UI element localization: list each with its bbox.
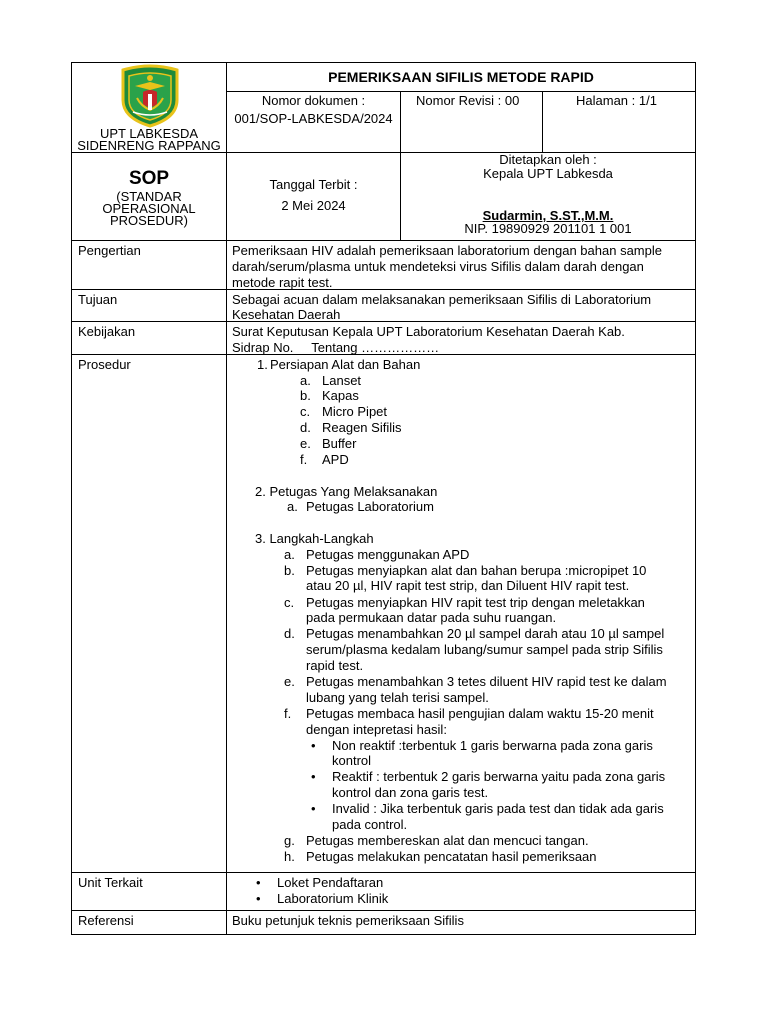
list-item: Kapas [322,388,359,403]
pengertian-line: Pemeriksaan HIV adalah pemeriksaan laboratorium dengan bahan sample [232,243,662,258]
list-item: Petugas menggunakan APD [306,547,470,562]
approved-by-line1: Ditetapkan oleh : [499,152,597,167]
list-item: serum/plasma kedalam lubang/sumur sampel pada strip Sifilis [306,642,663,657]
list-item: Micro Pipet [322,404,388,419]
list-item: APD [322,452,349,467]
table-border-top [71,62,696,63]
bullet-item: Reaktif : terbentuk 2 garis berwarna yaitu pada zona garis [332,769,666,784]
list-marker: d. [284,626,295,641]
list-item: Buffer [322,436,357,451]
table-border-bottom [71,934,696,935]
pengertian-line: darah/serum/plasma untuk mendeteksi virus Sifilis dalam darah dengan [232,259,644,274]
list-item: pada permukaan datar pada suhu ruangan. [306,610,557,625]
header-rule-3 [71,240,696,241]
list-marker: a. [287,499,298,514]
list-item: Petugas menyiapkan HIV rapit test trip dengan meletakkan [306,595,645,610]
bullet-item: kontrol [332,753,372,768]
signer-nip: NIP. 19890929 201101 1 001 [464,221,632,236]
list-item: rapid test. [306,658,364,673]
section2-title: 2. Petugas Yang Melaksanakan [255,484,438,499]
row-rule-unit [71,872,696,873]
section1-title: Persiapan Alat dan Bahan [270,357,421,372]
row-rule-referensi [71,910,696,911]
bullet-icon: • [256,875,261,890]
tujuan-line: Sebagai acuan dalam melaksanakan pemeriksaan Sifilis di Laboratorium [232,292,652,307]
bullet-icon: • [311,738,316,753]
kebijakan-line: Sidrap No. Tentang ……………… [232,340,440,355]
org-name-line2: SIDENRENG RAPPANG [77,138,221,153]
table-border-right [695,62,696,935]
list-item: Petugas menambahkan 3 tetes diluent HIV rapid test ke dalam [306,674,667,689]
row-rule-kebijakan [71,321,696,322]
label-kebijakan: Kebijakan [78,324,136,339]
list-item: Petugas membereskan alat dan mencuci tangan. [306,833,589,848]
kebijakan-line: Surat Keputusan Kepala UPT Laboratorium Kesehatan Daerah Kab. [232,324,625,339]
referensi-text: Buku petunjuk teknis pemeriksaan Sifilis [232,913,464,928]
list-item: Petugas membaca hasil pengujian dalam waktu 15-20 menit [306,706,654,721]
bullet-item: Non reaktif :terbentuk 1 garis berwarna pada zona garis [332,738,653,753]
list-item: Petugas menyiapkan alat dan bahan berupa :micropipet 10 [306,563,647,578]
section3-title: 3. Langkah-Langkah [255,531,374,546]
list-item: Petugas Laboratorium [306,499,434,514]
revision-number: Nomor Revisi : 00 [416,93,520,108]
shield-logo-icon [117,64,183,128]
list-marker: e. [300,436,311,451]
sop-heading: SOP [128,168,170,189]
bullet-icon: • [311,801,316,816]
doc-number-label: Nomor dokumen : [261,93,366,108]
sop-full-line3: PROSEDUR) [109,213,188,228]
list-marker: f. [300,452,308,467]
list-item: dengan intepretasi hasil: [306,722,447,737]
issue-date-label: Tanggal Terbit : [269,177,358,192]
bullet-item: pada control. [332,817,408,832]
bullet-item: Invalid : Jika terbentuk garis pada test dan tidak ada garis [332,801,664,816]
unit-item: Laboratorium Klinik [277,891,389,906]
header-rule-1 [226,91,696,92]
page-number: Halaman : 1/1 [576,93,657,108]
header-vdivider-2 [542,91,543,153]
list-marker: e. [284,674,295,689]
tujuan-line: Kesehatan Daerah [232,307,341,322]
list-marker: d. [300,420,311,435]
list-item: atau 20 µl, HIV rapit test strip, dan Diluent HIV rapit test. [306,578,630,593]
label-pengertian: Pengertian [78,243,141,258]
issue-date-value: 2 Mei 2024 [281,198,346,213]
label-referensi: Referensi [78,913,134,928]
list-item: Lanset [322,373,362,388]
list-item: Petugas menambahkan 20 µl sampel darah atau 10 µl sampel [306,626,665,641]
row-rule-tujuan [71,289,696,290]
list-marker: b. [300,388,311,403]
sop-full-line2: OPERASIONAL [102,201,196,216]
list-item: Reagen Sifilis [322,420,402,435]
list-marker: c. [300,404,311,419]
list-marker: b. [284,563,295,578]
section1-number: 1. [257,357,268,372]
pengertian-line: metode rapit test. [232,275,333,290]
list-marker: a. [300,373,311,388]
bullet-icon: • [256,891,261,906]
org-name-line1: UPT LABKESDA [99,126,199,141]
label-prosedur: Prosedur [78,357,131,372]
document-title: PEMERIKSAAN SIFILIS METODE RAPID [328,69,594,85]
label-tujuan: Tujuan [78,292,118,307]
bullet-icon: • [311,769,316,784]
signer-name: Sudarmin, S.ST.,M.M. [482,208,614,223]
list-marker: c. [284,595,295,610]
list-marker: h. [284,849,295,864]
list-item: Petugas melakukan pencatatan hasil pemeriksaan [306,849,597,864]
list-marker: f. [284,706,292,721]
bullet-item: kontrol dan zona garis test. [332,785,489,800]
approved-by-line2: Kepala UPT Labkesda [483,166,613,181]
unit-item: Loket Pendaftaran [277,875,384,890]
list-marker: a. [284,547,295,562]
label-unit-terkait: Unit Terkait [78,875,143,890]
list-marker: g. [284,833,295,848]
list-item: lubang yang telah terisi sampel. [306,690,489,705]
doc-number-value: 001/SOP-LABKESDA/2024 [234,111,393,126]
sop-full-line1: (STANDAR [116,189,182,204]
